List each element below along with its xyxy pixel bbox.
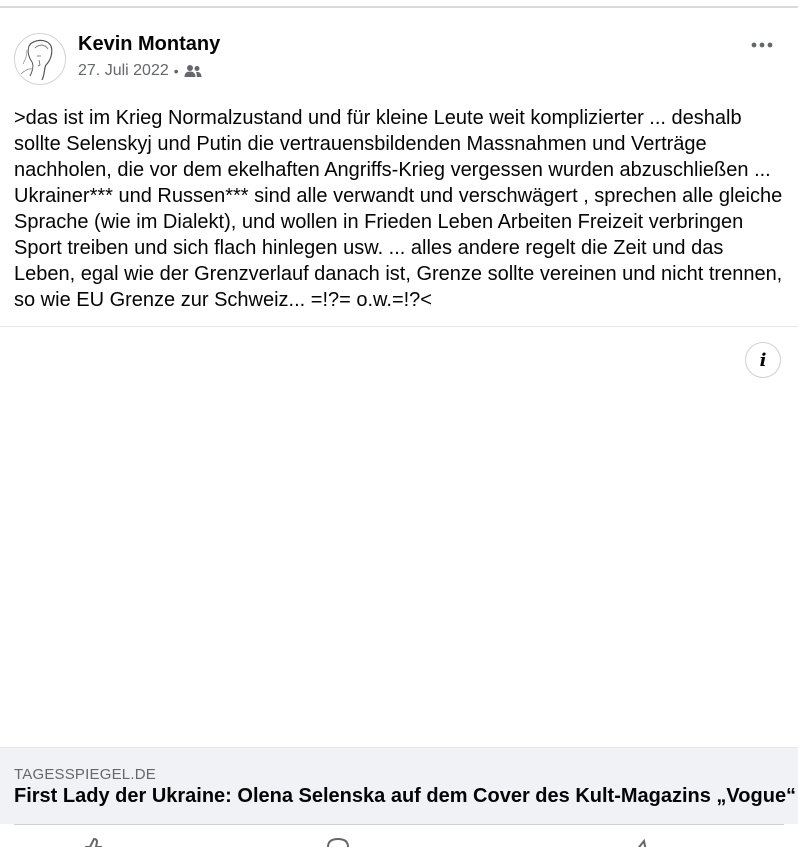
- post-header: [14, 33, 784, 89]
- author-name[interactable]: Kevin Montany: [78, 33, 221, 55]
- post-date[interactable]: 27. Juli 2022: [78, 62, 169, 79]
- link-title: First Lady der Ukraine: Olena Selenska auf dem Cover des Kult-Magazins „Vogue“: [14, 785, 797, 807]
- share-icon[interactable]: [628, 837, 668, 847]
- more-options-icon[interactable]: [748, 35, 776, 55]
- friends-icon: [184, 64, 202, 78]
- info-icon[interactable]: [745, 342, 781, 378]
- link-preview[interactable]: [0, 747, 798, 824]
- action-bar: [0, 825, 798, 847]
- post-meta: [78, 62, 202, 80]
- media-placeholder[interactable]: [0, 327, 798, 747]
- info-glyph: i: [759, 349, 767, 371]
- comment-icon[interactable]: [320, 837, 360, 847]
- link-domain: TAGESSPIEGEL.DE: [14, 766, 156, 783]
- like-icon[interactable]: [72, 837, 112, 847]
- avatar[interactable]: [14, 33, 66, 85]
- avatar-sketch-icon: [15, 34, 65, 84]
- top-divider: [0, 6, 798, 8]
- meta-separator: •: [173, 63, 179, 79]
- post-text: >das ist im Krieg Normalzustand und für kleine Leute weit komplizierter ... deshalb sollte Selenskyj und Putin die vertrauensbildenden Massnahmen und Verträge nachholen, die vor dem ekelhaften Angriffs-Krieg vergessen wurden abzuschließen ... Ukrainer*** und Russen*** sind alle verwandt und verschwägert , sprechen alle gleiche Sprache (wie im Dialekt), und wollen in Frieden Leben Arbeiten Freizeit verbringen Sport treiben und sich flach hinlegen usw. ... alles andere regelt die Zeit und das Leben, egal wie der Grenzverlauf danach ist, Grenze sollte vereinen und nicht trennen, so wie EU Grenze zur Schweiz... =!?= o.w.=!?<: [14, 107, 788, 311]
